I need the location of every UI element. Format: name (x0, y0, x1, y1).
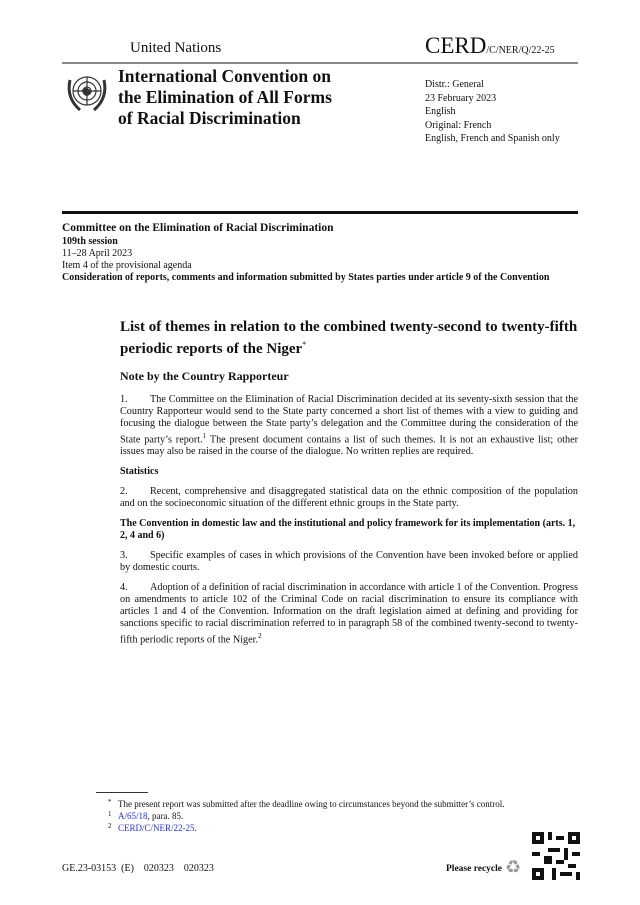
symbol-suffix: /C/NER/Q/22-25 (486, 45, 555, 56)
document-title (120, 318, 578, 358)
un-emblem-icon (62, 68, 112, 118)
document-symbol (425, 33, 555, 59)
footnotes (108, 798, 518, 834)
paragraph-3 (120, 550, 578, 574)
title-text: List of themes in relation to the combined twenty-second to twenty-fifth periodic reports of the Niger (120, 319, 578, 357)
para-number: 1. (120, 394, 128, 405)
job-number: GE.23-03153 (E) 020323 020323 (62, 863, 214, 874)
footnote-mark: 1 (108, 810, 112, 818)
footnote-link[interactable]: CERD/C/NER/22-25 (118, 823, 195, 833)
para-text: Recent, comprehensive and disaggregated statistical data on the ethnic composition of the population and on the socioeconomic situation of the different ethnic groups in the State party. (120, 486, 578, 510)
paragraph-1 (120, 394, 578, 458)
footnote-mark: * (108, 798, 112, 806)
main-content (120, 318, 578, 655)
para-text: The Committee on the Elimination of Racial Discrimination decided at its seventy-sixth session that the Country Rapporteur would send to the State party concerned a short list of themes with a view to guiding and focusing the dialogue between the State party’s delegation and the Committee during the consideration of the State party’s report. (120, 394, 578, 446)
title-line: the Elimination of All Forms (118, 87, 332, 107)
footnote (108, 822, 518, 834)
para-number: 3. (120, 550, 128, 562)
paragraph-2 (120, 486, 578, 510)
footnote (108, 798, 518, 810)
footnote-rule (96, 792, 148, 793)
paragraph-4 (120, 582, 578, 646)
committee-block (62, 221, 578, 284)
footnote (108, 810, 518, 822)
org-name: United Nations (130, 40, 222, 56)
para-number: 2. (120, 486, 128, 498)
section-heading: The Convention in domestic law and the institutional and policy framework for its implementation (arts. 1, 2, 4 and 6) (120, 518, 576, 542)
distribution-date: 23 February 2023 (425, 92, 497, 104)
para-text: The present document contains a list of such themes. It is not an exhaustive list; other issues may also be raised in the course of the dialogue. No written replies are required. (120, 434, 579, 458)
distribution-line: Distr.: General (425, 79, 484, 90)
footnote-text: , para. 85. (147, 811, 184, 821)
footnote-mark: 1 (202, 432, 207, 440)
title-line: International Convention on (118, 66, 331, 86)
distribution-line: English, French and Spanish only (425, 133, 560, 144)
session-dates: 11–28 April 2023 (62, 248, 133, 259)
session: 109th session (62, 236, 118, 247)
recycle-text: Please recycle (446, 864, 502, 874)
para-number: 4. (120, 582, 128, 594)
footnote-mark: 2 (108, 822, 112, 830)
symbol-main: CERD (425, 33, 487, 58)
para-text: Adoption of a definition of racial discrimination in accordance with article 1 of the Convention. Progress on amendments to article 102 of the Criminal Code on racial discrimination to ensure its compliance with articles 1 and 4 of the Convention. Information on the draft legislation aimed at defining and providing for sanctions specific to racial discrimination referred to in paragraph 58 of the combined twenty-second to twenty-fifth periodic reports of the Niger. (120, 582, 578, 646)
distribution-line: Original: French (425, 119, 492, 131)
distribution-line: English (425, 106, 456, 117)
section-heading: Statistics (120, 466, 159, 478)
subtitle: Note by the Country Rapporteur (120, 369, 289, 383)
convention-title (118, 66, 332, 129)
committee-name: Committee on the Elimination of Racial Discrimination (62, 222, 334, 234)
title-line: of Racial Discrimination (118, 108, 301, 128)
footnote-link[interactable]: A/65/18 (118, 811, 148, 821)
agenda-item: Item 4 of the provisional agenda (62, 260, 192, 271)
recycle-icon: ♻ (505, 857, 522, 877)
section-rule (62, 211, 578, 214)
para-text: Specific examples of cases in which provisions of the Convention have been invoked before or applied by domestic courts. (120, 550, 578, 574)
footnote-text: The present report was submitted after the deadline owing to circumstances beyond the submitter’s control. (118, 799, 505, 809)
footnote-mark: 2 (258, 632, 262, 641)
agenda-title: Consideration of reports, comments and information submitted by States parties under article 9 of the Convention (62, 272, 550, 283)
qr-code-icon (532, 832, 580, 880)
footnote-mark: * (302, 340, 307, 349)
distribution-info (425, 78, 560, 146)
header-rule (62, 62, 578, 64)
footnote-text: . (194, 823, 197, 833)
